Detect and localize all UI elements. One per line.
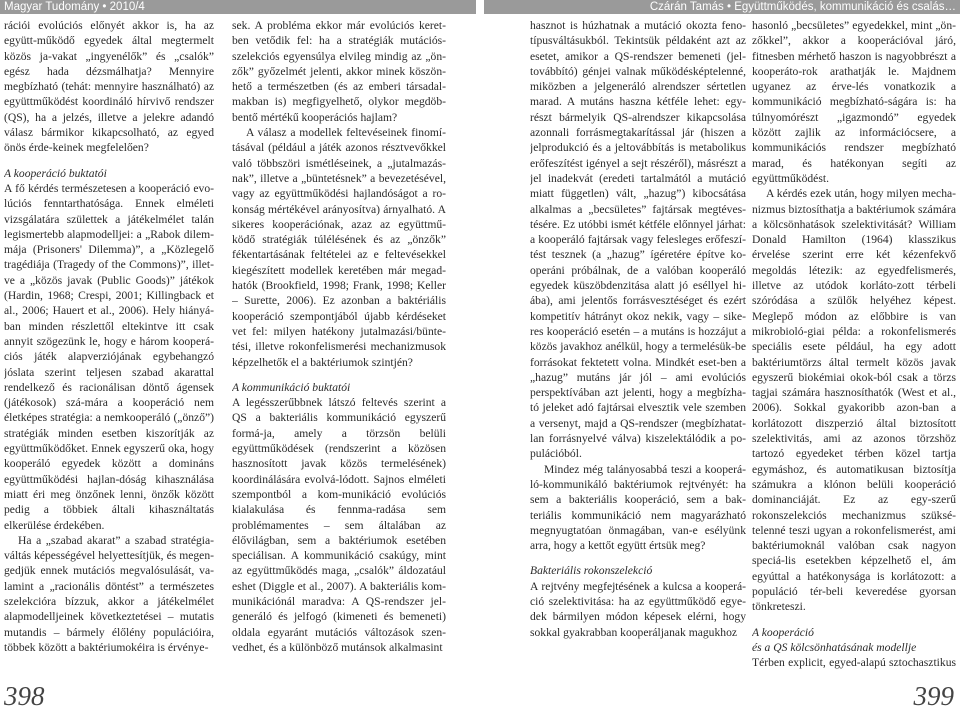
paragraph: A legésszerűbbnek látszó feltevés szerint a QS a bakteriális kommunikáció egyszerű formá-ja, amely a törzsön belüli együttműködések (rendszerint a közösen hasznosított javak közös termelésének) koordinálására evolvá-lódott. Sajnos elméleti szempontból a kom-munikáció evolúciós kialakulása és fennma-radása sem problémamentes – sem általában az élővilágban, sem a baktériumok esetében speciálisan. A kommunikáció csakúgy, mint az együttműködés maga, „csalók” áldozatául eshet (Diggle et al., 2007). A bakteriális kom-munikációnál maradva: A QS-rendszer jel-generáló és jelfogó (kimeneti és bemeneti) oldala egyaránt mutációs változások szen-vedhet, és a különböző mutánsok alkalmasint: [232, 396, 446, 654]
paragraph: Térben explicit, egyed-alapú sztochasztikus: [752, 656, 956, 670]
section-heading: A kooperáció buktatói: [4, 166, 107, 180]
paragraph: A fő kérdés természetesen a kooperáció evo-lúciós fenntarthatósága. Ennek elméleti vizsgálatára születtek a játékelmélet talán legismertebb alapmodelljei: a „Rabok dilem-mája (Prisoners' Dilemma)”, a „Közlegelő tragédiája (Tragedy of the Commons)”, illet-ve a „közös javak (Public Goods)” játékok (Hardin, 1968; Crespi, 2001; Killingback et al., 2006; Hauert et al., 2006). Hely hiányá-ban minden részlettől eltekintve itt csak annyit szögezünk le, hogy e három kooperá-ciós játék alapverziójának egybehangzó jóslata szerint teljesen szabad akarattal rendelkező és racionálisan döntő ágensek (játékosok) szá-mára a kooperáció nem életképes stratégia: a nemkooperáló („önző”) stratégiák minden esetben kiszorítják az együttműködőket. Ennek egyszerű oka, hogy kooperáló egyedek között a domináns együttműködési hajlan-dóság kihasználása miatt éri meg önzőnek lenni, önzők között pedig a többiek általi kihasználtatás elkerülése érdekében.: [4, 181, 214, 532]
paragraph: Ha a „szabad akarat” a szabad stratégia-váltás képességével helyettesítjük, és megen-gedjük ennek mutációs megvalósulását, va-lamint a „racionális döntést” a természetes szelekcióra bízzuk, akkor a játékelmélet alapmodelljeinek következtetései – mutatis mutandis – bármely élőlény populációira, többek között a baktériumokéira is érvénye-: [4, 533, 214, 654]
text-column-4: [752, 18, 956, 673]
paragraph: Mindez még talányosabbá teszi a kooperá-ló-kommunikáló baktériumok rejtvényét: ha sem a bakteriális kooperáció, sem a bak-teriális kommunikáció nem magyarázható megnyugtatóan önmagában, van-e esélyünk arra, hogy a kettőt együtt értsük meg?: [530, 462, 746, 553]
paragraph: hasznot is húzhatnak a mutáció okozta feno-típusváltásukból. Tekintsük példaként azt az esetet, amikor a QS-rendszer bemeneti (jel-továbbító) génjei valnak működésképtelenné, miközben a jelgeneráló alrendszer sértetlen marad. A mutáns haszna kétféle lehet: egy-részt bármelyik QS-alrendszer kikapcsolása azonnali forrásmegtakarítással jár (hiszen a jelprodukció és a jeltovábbítás is metabolikus erőfeszítést igényel a sejt részéről), másrészt a jel inadekvát (eredeti tartalmától a mutáció miatt független) vált, „hazug”) kibocsátása alkalmas a „becsületes” fajtársak megtéves-tésére. Ez utóbbi ismét kétféle előnnyel járhat: a kooperáló fajtársak vagy felesleges erőfeszí-tést tesznek (a „hazug” ígéretére építve ko-operáni próbálnak, de a valóban kooperáló egyedek küszöbdenzitása alatt jó eséllyel hi-ába), ami jelentős forrásvesztéséget és ezért kompetitív hátrányt okoz nekik, vagy – sike-res kooperáció esetén – a mutáns is hozzájut a közös javakhoz anélkül, hogy a termelésük-be forrásokat fektetett volna. Mindkét eset-ben a „hazug” mutáns jár jól – ami evolúciós perspektívában azt jelenti, hogy a megbízha-tó jeleket adó fajtársai elvesztik vele szemben a versenyt, majd a QS-rendszer (megbízhatat-lan forrásnyelvé válva) kiszelektálódik a po-pulációból.: [530, 19, 746, 461]
paragraph: A rejtvény megfejtésének a kulcsa a kooperá-ció szelektivitása: ha az együttműködő egye-dek bármilyen módon képesek elérni, hogy sokkal gyakrabban kooperáljanak magukhoz: [530, 579, 746, 639]
running-header-left: Magyar Tudomány • 2010/4: [0, 0, 476, 14]
text-column-1: [4, 18, 214, 673]
paragraph: A válasz a modellek feltevéseinek finomí-tásával (például a játék azonos résztvevőkkel való többszöri ismétléseinek, a „jutalmazás-nak”, illetve a „büntetésnek” a bevezetésével, vagy az együttműködési hajlandóságot a ro-konság mértékével arányosítva) árnyalható. A sikeres kooperációnak, azaz az együttmű-ködő stratégiák túlélésének és az „önzők” fékentartásának feltételei az e feltevésekkel kiegészített modellek keretében már megad-hatók (Brookfield, 1998; Frank, 1998; Keller – Surette, 2006). Ez azonban a baktériális kooperáció szempontjából újabb kérdéseket vet fel: milyen hatékony jutalmazási/bünte-tési, illetve rokonfelismerési mechanizmusok képzelhetők el a baktériumok szintjén?: [232, 126, 446, 369]
running-header-right: Czárán Tamás • Együttműködés, kommunikáció és csalás…: [484, 0, 960, 14]
section-heading: A kommunikáció buktatói: [232, 380, 351, 394]
section-heading: Bakteriális rokonszelekció: [530, 564, 653, 578]
text-column-2: [232, 18, 446, 673]
section-heading: [752, 625, 956, 656]
paragraph: hasonló „becsületes” egyedekkel, mint „ön-zőkkel”, akkor a kooperációval járó, fitnesben mérhető haszon is nagyobbrészt a kooperáto-rok arathatják le. Majdnem ugyanez az érve-lés vonatkozik a kommunikáció megbízható-ságára is: ha túlnyomórészt „igazmondó” egyedek között zajlik az információcsere, a kommunikációs rendszer megbízható marad, és hatékonyan segíti az együttműködést.: [752, 19, 956, 185]
text-column-3: [530, 18, 746, 673]
paragraph: rációi evolúciós előnyét akkor is, ha az együtt-működő egyedek által megtermelt közös ja-vakat „ingyenélők” és „csalók” egész hada dézsmálhatja? Mennyire megbízható (tehát: mennyire használható) az együttműködést koordináló hírvivő rendszer (QS), ha a jelzés, illetve a jelekre adandó válasz bármikor kikapcsolható, az egyed önös érde-keinek megfelelően?: [4, 19, 214, 155]
paragraph: A kérdés ezek után, hogy milyen mecha-nizmus biztosíthatja a baktériumok számára a kölcsönhatások szelektivitását? William Donald Hamilton (1964) klasszikus érvelése szerint erre két kézenfekvő megoldás létezik: az egyedfelismerés, illetve az utódok korláto-zott térbeli szóródása a szülők helyéhez képest. Meglepő módon az előbbire is van mikrobioló-giai példa: a rokonfelismerés speciális esete például, ha egy adott baktériumtörzs által termelt közös javak egyszerű biokémiai okok-ból csak a törzs tagjai számára hasznosíthatók (West et al., 2006). Sokkal gyakoribb azon-ban a korlátozott diszperzió által biztosított szelektivitás, ami az azonos törzshöz tartozó egyedeket térben közel tartja egymáshoz, és automatikusan biztosítja számukra a klónon belüli kooperáció dominanciáját. Ez az egy-szerű rokonszelekciós mechanizmus szüksé-telenné teszi ugyan a rokonfelismerést, ami baktériumoknál valóban csak nagyon speciá-lis esetekben képzelhető el, ám egyúttal a hatékonysága is korlátozott: a populáció tér-beli keveredése gyorsan tönkreteszi.: [752, 187, 956, 614]
page-number-right: 399: [913, 681, 954, 711]
page-number-left: 398: [4, 681, 45, 711]
section-heading-line-1: A kooperáció: [752, 625, 814, 639]
section-heading-line-2: és a QS kölcsönhatásának modellje: [752, 640, 917, 654]
paragraph: sek. A probléma ekkor már evolúciós keret-ben vetődik fel: ha a stratégiák mutációs-szelekciós egyensúlya elvileg mindig az „ön-zők” győzelmét jelenti, akkor minek köszön-hető a természetben (és az emberi társadal-makban is) megfigyelhető, olykor megdöb-bentő mértékű kooperációs hajlam?: [232, 19, 446, 124]
